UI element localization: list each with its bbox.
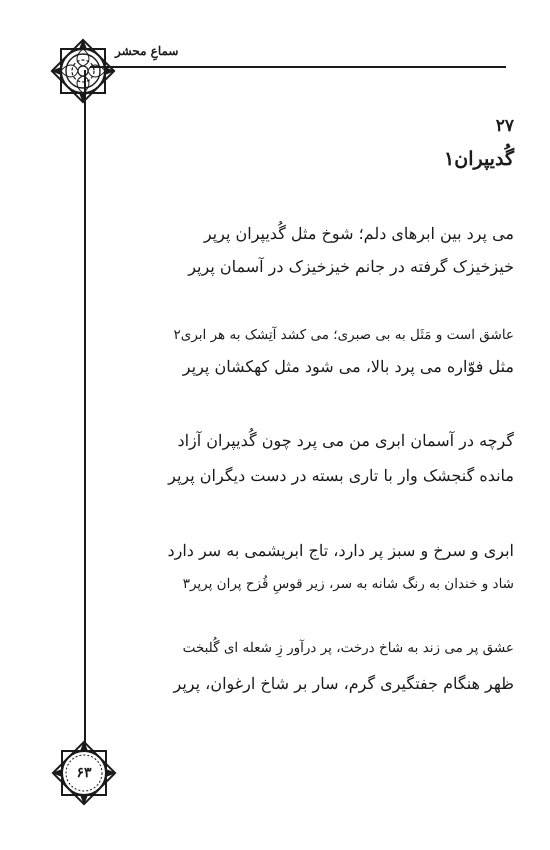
verse-line: عاشق است و مَثَل به بی صبری؛ می کشد آتِشک به هر ابری۲ — [173, 327, 514, 343]
verse-line: مثل فوّاره می پرد بالا، می شود مثل کهکشان پرپر — [182, 357, 514, 376]
running-title: سماعِ محشر — [115, 44, 179, 58]
verse-line: گرچه در آسمان ابری من می پرد چون گُدیپران آزاد — [177, 431, 514, 450]
margin-rule — [84, 70, 86, 760]
verse-line: مانده گنجشک وار با تاری بسته در دست دیگران پرپر — [168, 466, 514, 485]
header-rule — [90, 66, 506, 68]
verse-line: شاد و خندان به رنگ شانه به سر، زیر قوسِ قُزح پران پرپر۳ — [182, 576, 514, 592]
poem-number: ۲۷ — [495, 116, 514, 136]
top-corner-ornament-icon — [47, 35, 119, 107]
verse-line: خیزخیزک گرفته در جانم خیزخیزک در آسمان پرپر — [188, 257, 514, 276]
page-number: ۶۳ — [76, 765, 92, 781]
verse-line: ظهر هنگام جفتگیری گرم، سار بر شاخ ارغوان، پرپر — [173, 674, 514, 693]
verse-line: ابری و سرخ و سبز پر دارد، تاج ابریشمی به سر دارد — [167, 541, 514, 560]
poem-title: گُدیپران۱ — [444, 148, 514, 170]
verse-line: عشق پر می زند به شاخ درخت، پر درآور زِ شعله ای گُلبخت — [182, 640, 514, 656]
verse-line: می پرد بین ابرهای دلم؛ شوخ مثل گُدیپران پرپر — [203, 224, 514, 243]
